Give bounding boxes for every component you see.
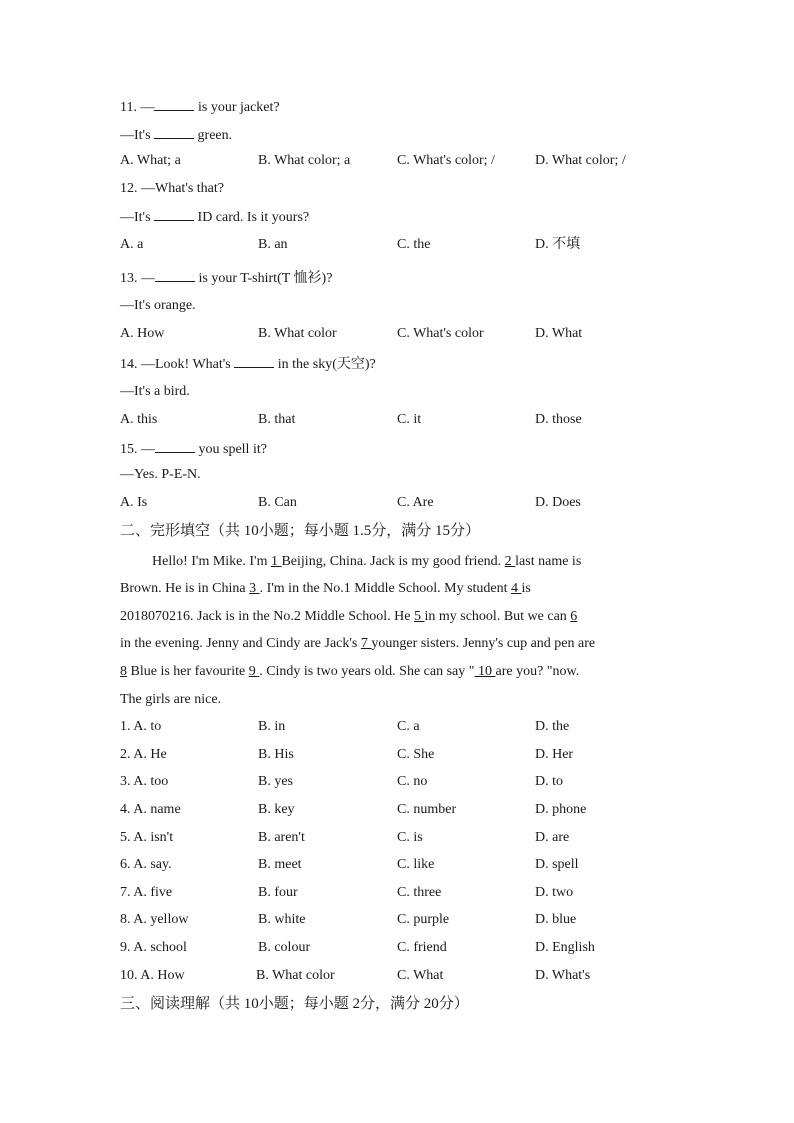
- cloze-blank: 2: [504, 554, 516, 569]
- cloze-blank: 9: [248, 664, 260, 679]
- q14-answer: —It's a bird.: [120, 384, 190, 399]
- cloze-3-option-a[interactable]: 3. A. too: [120, 774, 169, 789]
- passage-line-5: [120, 663, 672, 681]
- q11-question: [120, 97, 280, 117]
- answer-blank: [154, 207, 194, 221]
- q14-suffix: in the sky(天空)?: [274, 357, 376, 372]
- passage-text: . Cindy is two years old. She can say ": [259, 664, 475, 679]
- cloze-10-option-b[interactable]: B. What color: [256, 968, 335, 983]
- cloze-blank: 10: [474, 664, 496, 679]
- cloze-2-option-b[interactable]: B. His: [258, 747, 294, 762]
- cloze-8-option-c[interactable]: C. purple: [397, 912, 450, 927]
- answer-prefix: —It's: [120, 210, 155, 225]
- q11-text: is your jacket?: [194, 100, 280, 115]
- cloze-6-option-a[interactable]: 6. A. say.: [120, 857, 172, 872]
- cloze-7-option-d[interactable]: D. two: [535, 885, 574, 900]
- q14-option-d[interactable]: D. those: [535, 412, 582, 427]
- q13-option-d[interactable]: D. What: [535, 326, 583, 341]
- cloze-blank: 6: [570, 609, 578, 624]
- cloze-9-option-a[interactable]: 9. A. school: [120, 940, 187, 955]
- q14-option-b[interactable]: B. that: [258, 412, 296, 427]
- q12-option-b[interactable]: B. an: [258, 237, 288, 252]
- passage-text: is: [521, 581, 531, 596]
- q15-option-a[interactable]: A. Is: [120, 495, 148, 510]
- q14-option-a[interactable]: A. this: [120, 412, 158, 427]
- cloze-5-option-b[interactable]: B. aren't: [258, 830, 305, 845]
- q12-option-a[interactable]: A. a: [120, 237, 144, 252]
- q15-text: you spell it?: [195, 442, 267, 457]
- passage-line-2: [120, 580, 672, 598]
- cloze-3-option-d[interactable]: D. to: [535, 774, 563, 789]
- cloze-blank: 7: [360, 636, 372, 651]
- cloze-2-option-c[interactable]: C. She: [397, 747, 435, 762]
- q11-option-a[interactable]: A. What; a: [120, 153, 181, 168]
- cloze-4-option-a[interactable]: 4. A. name: [120, 802, 181, 817]
- answer-prefix: —It's: [120, 128, 155, 143]
- cloze-1-option-d[interactable]: D. the: [535, 719, 570, 734]
- q14-option-c[interactable]: C. it: [397, 412, 422, 427]
- q13-option-b[interactable]: B. What color: [258, 326, 337, 341]
- cloze-5-option-c[interactable]: C. is: [397, 830, 423, 845]
- q13-option-c[interactable]: C. What's color: [397, 326, 484, 341]
- cloze-8-option-b[interactable]: B. white: [258, 912, 306, 927]
- q15-option-b[interactable]: B. Can: [258, 495, 297, 510]
- q11-option-d[interactable]: D. What color; /: [535, 153, 626, 168]
- passage-line-3: [120, 608, 672, 626]
- passage-text: Brown. He is in China: [120, 581, 250, 596]
- answer-suffix: green.: [194, 128, 233, 143]
- q15-answer: —Yes. P-E-N.: [120, 467, 201, 482]
- answer-blank: [155, 268, 195, 282]
- section-3-heading: 三、阅读理解（共 10小题；每小题 2分，满分 20分）: [120, 996, 469, 1012]
- cloze-6-option-c[interactable]: C. like: [397, 857, 435, 872]
- passage-text: younger sisters. Jenny's cup and pen are: [371, 636, 596, 651]
- answer-blank: [154, 97, 194, 111]
- cloze-7-option-a[interactable]: 7. A. five: [120, 885, 173, 900]
- cloze-3-option-b[interactable]: B. yes: [258, 774, 293, 789]
- cloze-10-option-c[interactable]: C. What: [397, 968, 444, 983]
- cloze-blank: 3: [249, 581, 260, 596]
- cloze-7-option-c[interactable]: C. three: [397, 885, 442, 900]
- cloze-5-option-a[interactable]: 5. A. isn't: [120, 830, 174, 845]
- cloze-9-option-d[interactable]: D. English: [535, 940, 595, 955]
- cloze-8-option-a[interactable]: 8. A. yellow: [120, 912, 189, 927]
- q11-number: 11. —: [120, 100, 155, 115]
- q15-question: [120, 439, 267, 459]
- cloze-1-option-a[interactable]: 1. A. to: [120, 719, 162, 734]
- q13-number: 13. —: [120, 271, 155, 286]
- passage-text: in the evening. Jenny and Cindy are Jack's: [120, 636, 361, 651]
- q15-number: 15. —: [120, 442, 155, 457]
- cloze-blank: 1: [270, 554, 282, 569]
- cloze-8-option-d[interactable]: D. blue: [535, 912, 577, 927]
- passage-text: . I'm in the No.1 Middle School. My student: [259, 581, 512, 596]
- section-2-heading: 二、完形填空（共 10小题；每小题 1.5分，满分 15分）: [120, 523, 481, 539]
- cloze-2-option-a[interactable]: 2. A. He: [120, 747, 167, 762]
- q13-text: is your T-shirt(T 恤衫)?: [195, 271, 333, 286]
- cloze-blank: 4: [511, 581, 522, 596]
- cloze-blank: 5: [413, 609, 425, 624]
- cloze-1-option-c[interactable]: C. a: [397, 719, 420, 734]
- q14-prefix: 14. —Look! What's: [120, 357, 235, 372]
- cloze-5-option-d[interactable]: D. are: [535, 830, 570, 845]
- passage-text: Hello! I'm Mike. I'm: [152, 554, 271, 569]
- q12-option-c[interactable]: C. the: [397, 237, 431, 252]
- cloze-1-option-b[interactable]: B. in: [258, 719, 286, 734]
- cloze-10-option-d[interactable]: D. What's: [535, 968, 591, 983]
- passage-text: are you? "now.: [495, 664, 580, 679]
- q13-option-a[interactable]: A. How: [120, 326, 165, 341]
- passage-line-4: [120, 635, 672, 653]
- q12-answer: [120, 207, 309, 227]
- cloze-6-option-d[interactable]: D. spell: [535, 857, 579, 872]
- q12-option-d[interactable]: D. 不填: [535, 237, 581, 252]
- passage-text: last name is: [515, 554, 582, 569]
- cloze-blank: 8: [120, 664, 127, 679]
- passage-line-1: [120, 553, 672, 571]
- passage-text: Blue is her favourite: [127, 664, 249, 679]
- q11-answer: [120, 125, 232, 145]
- cloze-3-option-c[interactable]: C. no: [397, 774, 428, 789]
- q13-question: [120, 268, 332, 288]
- passage-text: in my school. But we can: [424, 609, 571, 624]
- cloze-4-option-b[interactable]: B. key: [258, 802, 295, 817]
- cloze-2-option-d[interactable]: D. Her: [535, 747, 574, 762]
- q12-question: 12. —What's that?: [120, 181, 224, 196]
- passage-line-6: The girls are nice.: [120, 692, 222, 707]
- cloze-4-option-d[interactable]: D. phone: [535, 802, 587, 817]
- cloze-10-option-a[interactable]: 10. A. How: [120, 968, 185, 983]
- cloze-9-option-c[interactable]: C. friend: [397, 940, 447, 955]
- answer-blank: [155, 439, 195, 453]
- q11-option-b[interactable]: B. What color; a: [258, 153, 351, 168]
- answer-suffix: ID card. Is it yours?: [194, 210, 310, 225]
- cloze-4-option-c[interactable]: C. number: [397, 802, 457, 817]
- cloze-6-option-b[interactable]: B. meet: [258, 857, 302, 872]
- q14-question: [120, 354, 376, 374]
- cloze-7-option-b[interactable]: B. four: [258, 885, 298, 900]
- q15-option-d[interactable]: D. Does: [535, 495, 581, 510]
- q15-option-c[interactable]: C. Are: [397, 495, 434, 510]
- cloze-9-option-b[interactable]: B. colour: [258, 940, 311, 955]
- answer-blank: [154, 125, 194, 139]
- q11-option-c[interactable]: C. What's color; /: [397, 153, 495, 168]
- q13-answer: —It's orange.: [120, 298, 196, 313]
- passage-text: Beijing, China. Jack is my good friend.: [281, 554, 505, 569]
- passage-text: 2018070216. Jack is in the No.2 Middle School. He: [120, 609, 414, 624]
- answer-blank: [234, 354, 274, 368]
